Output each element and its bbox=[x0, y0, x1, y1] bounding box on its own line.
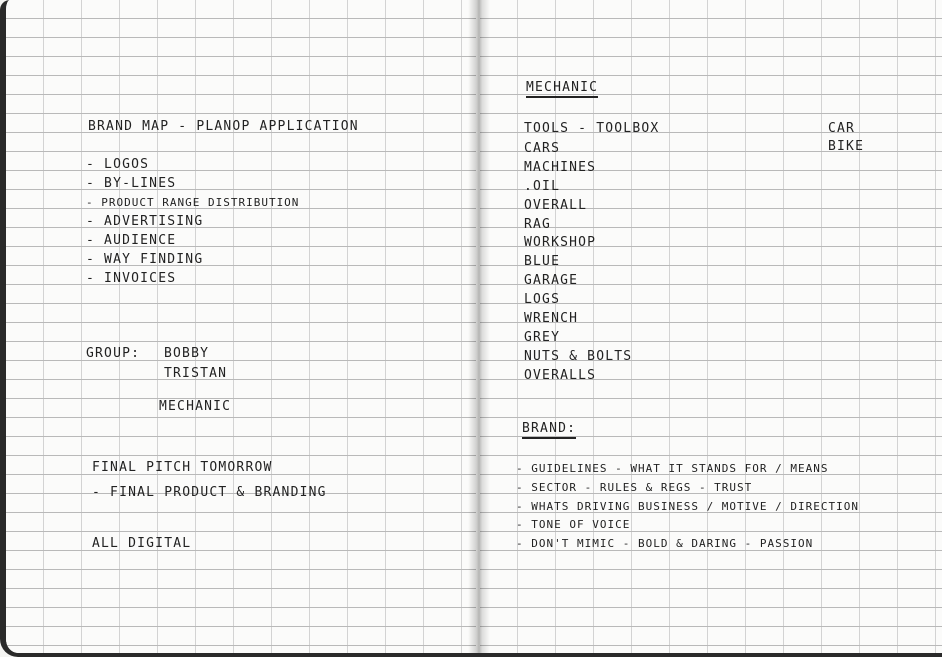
group-member: BOBBY bbox=[164, 346, 210, 361]
group-theme: MECHANIC bbox=[159, 399, 232, 414]
list-item: - WAY FINDING bbox=[86, 252, 204, 267]
pitch-heading: FINAL PITCH TOMORROW bbox=[92, 460, 273, 475]
brand-point: - WHATS DRIVING BUSINESS / MOTIVE / DIRECTION bbox=[516, 500, 860, 513]
brand-point: - SECTOR - RULES & REGS - TRUST bbox=[516, 481, 753, 494]
mechanic-word: LOGS bbox=[524, 292, 561, 307]
mechanic-word: OVERALLS bbox=[524, 368, 597, 383]
group-member: TRISTAN bbox=[164, 366, 228, 381]
mechanic-heading: MECHANIC bbox=[526, 80, 598, 98]
brand-point: - DON'T MIMIC - BOLD & DARING - PASSION bbox=[516, 537, 814, 550]
mechanic-word: .OIL bbox=[524, 179, 561, 194]
side-word: BIKE bbox=[828, 139, 865, 154]
mechanic-word: TOOLS - TOOLBOX bbox=[524, 121, 660, 136]
mechanic-word: GREY bbox=[524, 330, 561, 345]
group-label: GROUP: bbox=[86, 346, 141, 361]
right-page bbox=[480, 0, 942, 653]
left-page bbox=[6, 0, 476, 653]
mechanic-word: BLUE bbox=[524, 254, 561, 269]
list-item: - AUDIENCE bbox=[86, 233, 177, 248]
side-word: CAR bbox=[828, 121, 856, 136]
list-item: - BY-LINES bbox=[86, 176, 177, 191]
list-item: - INVOICES bbox=[86, 271, 177, 286]
mechanic-word: GARAGE bbox=[524, 273, 579, 288]
pitch-detail: - FINAL PRODUCT & BRANDING bbox=[92, 485, 327, 500]
mechanic-word: OVERALL bbox=[524, 198, 588, 213]
mechanic-word: RAG bbox=[524, 217, 552, 232]
mechanic-word: NUTS & BOLTS bbox=[524, 349, 633, 364]
mechanic-word: MACHINES bbox=[524, 160, 597, 175]
mechanic-word: WORKSHOP bbox=[524, 235, 597, 250]
digital-note: ALL DIGITAL bbox=[92, 536, 192, 551]
brand-heading: BRAND: bbox=[522, 421, 576, 439]
mechanic-word: WRENCH bbox=[524, 311, 579, 326]
mechanic-word: CARS bbox=[524, 141, 561, 156]
list-item: - ADVERTISING bbox=[86, 214, 204, 229]
brand-point: - TONE OF VOICE bbox=[516, 518, 631, 531]
brand-map-title: BRAND MAP - PLANOP APPLICATION bbox=[88, 119, 359, 134]
list-item: - PRODUCT RANGE DISTRIBUTION bbox=[86, 196, 300, 209]
brand-point: - GUIDELINES - WHAT IT STANDS FOR / MEANS bbox=[516, 462, 829, 475]
list-item: - LOGOS bbox=[86, 157, 150, 172]
notebook-gutter bbox=[468, 0, 490, 653]
